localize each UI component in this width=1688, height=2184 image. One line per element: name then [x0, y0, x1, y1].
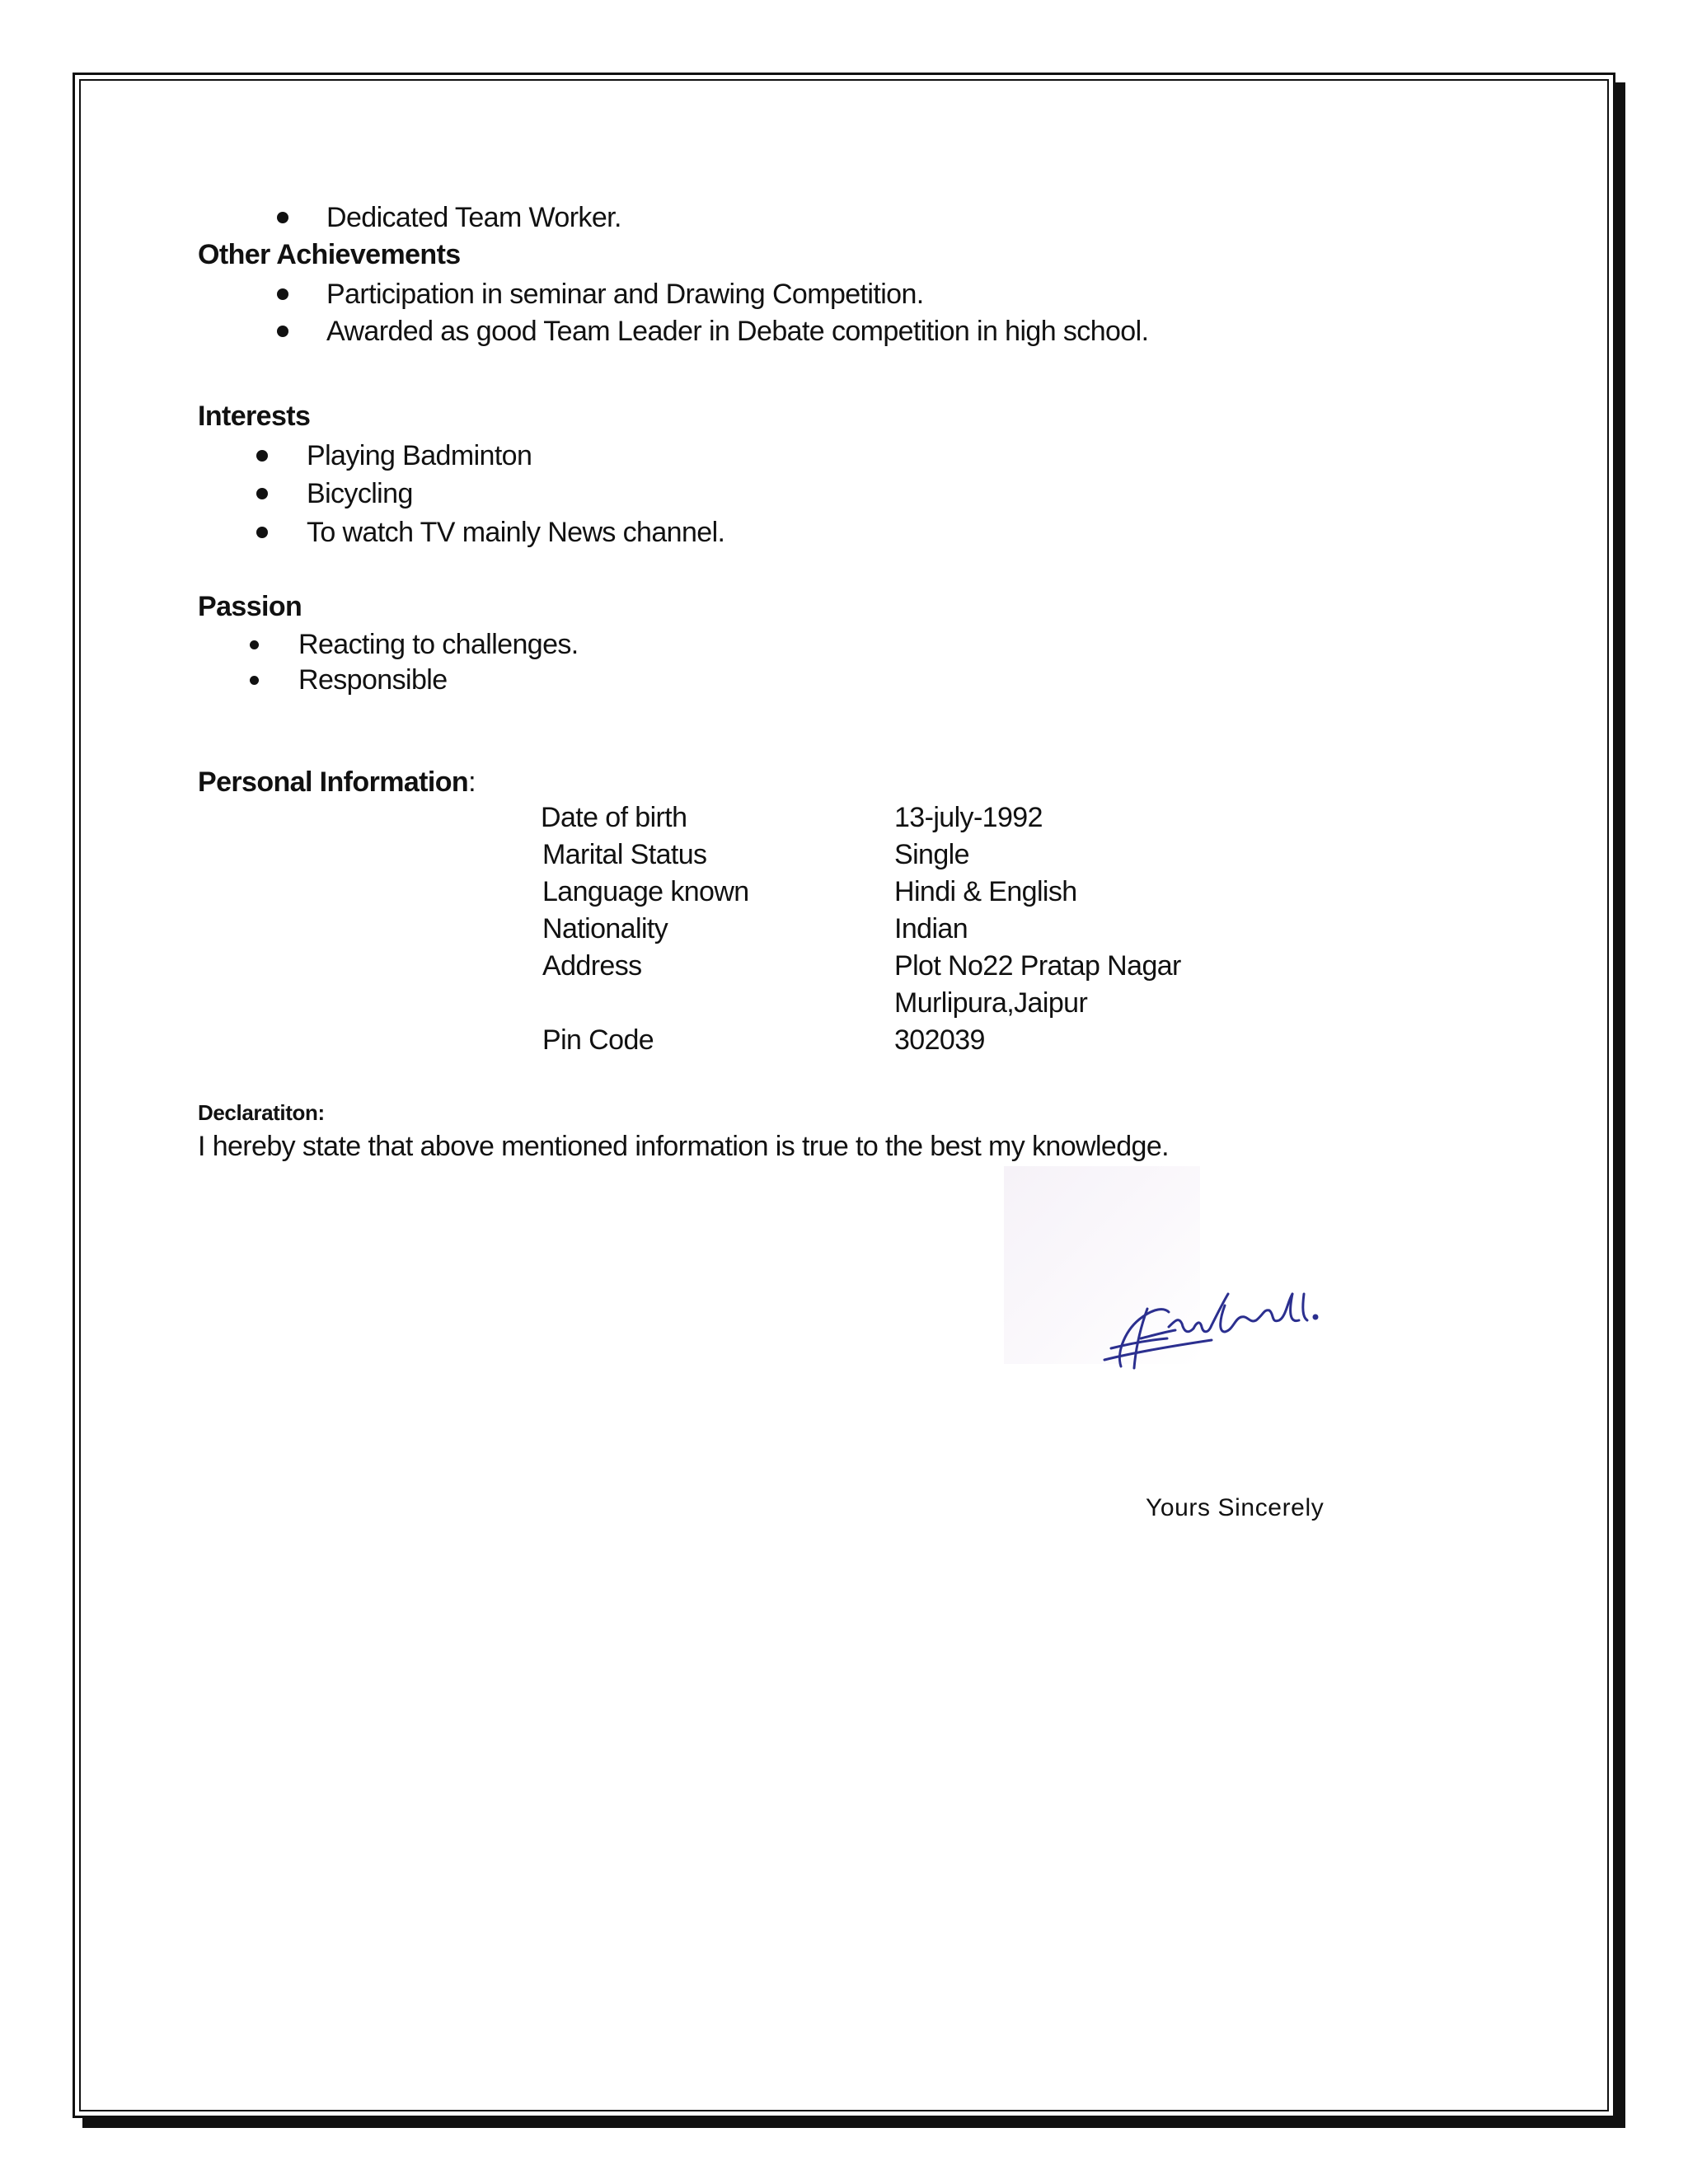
list-item: Bicycling [307, 478, 413, 509]
bullet-icon [277, 288, 288, 300]
personal-value-marital: Single [894, 839, 969, 870]
list-item: Playing Badminton [307, 440, 532, 471]
personal-label-marital: Marital Status [542, 839, 707, 870]
closing-text: Yours Sincerely [1146, 1494, 1325, 1521]
bullet-icon [277, 212, 288, 223]
list-item: Responsible [298, 664, 448, 696]
personal-label-pincode: Pin Code [542, 1024, 654, 1056]
section-heading-passion: Passion [198, 591, 302, 622]
personal-value-language: Hindi & English [894, 876, 1077, 907]
bullet-icon [256, 450, 268, 462]
page-frame [73, 73, 1615, 2118]
personal-value-nationality: Indian [894, 913, 968, 944]
personal-label-dob: Date of birth [541, 802, 687, 833]
bullet-icon [256, 488, 268, 499]
bullet-icon [277, 326, 288, 337]
list-item: To watch TV mainly News channel. [307, 517, 725, 548]
bullet-icon [250, 676, 259, 685]
section-heading-interests: Interests [198, 401, 311, 432]
personal-value-address-line1: Plot No22 Pratap Nagar [894, 950, 1181, 982]
list-item: Reacting to challenges. [298, 629, 579, 660]
personal-label-nationality: Nationality [542, 913, 668, 944]
bullet-icon [256, 527, 268, 538]
personal-heading-colon: : [468, 766, 476, 798]
personal-value-dob: 13-july-1992 [894, 802, 1043, 833]
personal-heading-text: Personal Information [198, 766, 469, 798]
personal-value-pincode: 302039 [894, 1024, 985, 1056]
section-heading-achievements: Other Achievements [198, 239, 461, 270]
section-heading-personal [198, 766, 476, 799]
bullet-icon [250, 640, 259, 649]
declaration-text: I hereby state that above mentioned information is true to the best my knowledge. [198, 1131, 1169, 1162]
personal-label-language: Language known [542, 876, 749, 907]
list-item: Dedicated Team Worker. [326, 202, 621, 233]
personal-value-address-line2: Murlipura,Jaipur [894, 987, 1088, 1019]
list-item: Awarded as good Team Leader in Debate competition in high school. [326, 316, 1149, 347]
page-frame-inner-border [79, 79, 1609, 2111]
signature-image [1088, 1269, 1385, 1385]
list-item: Participation in seminar and Drawing Competition. [326, 279, 924, 310]
declaration-heading: Declaratiton: [198, 1100, 325, 1125]
personal-label-address: Address [542, 950, 642, 982]
